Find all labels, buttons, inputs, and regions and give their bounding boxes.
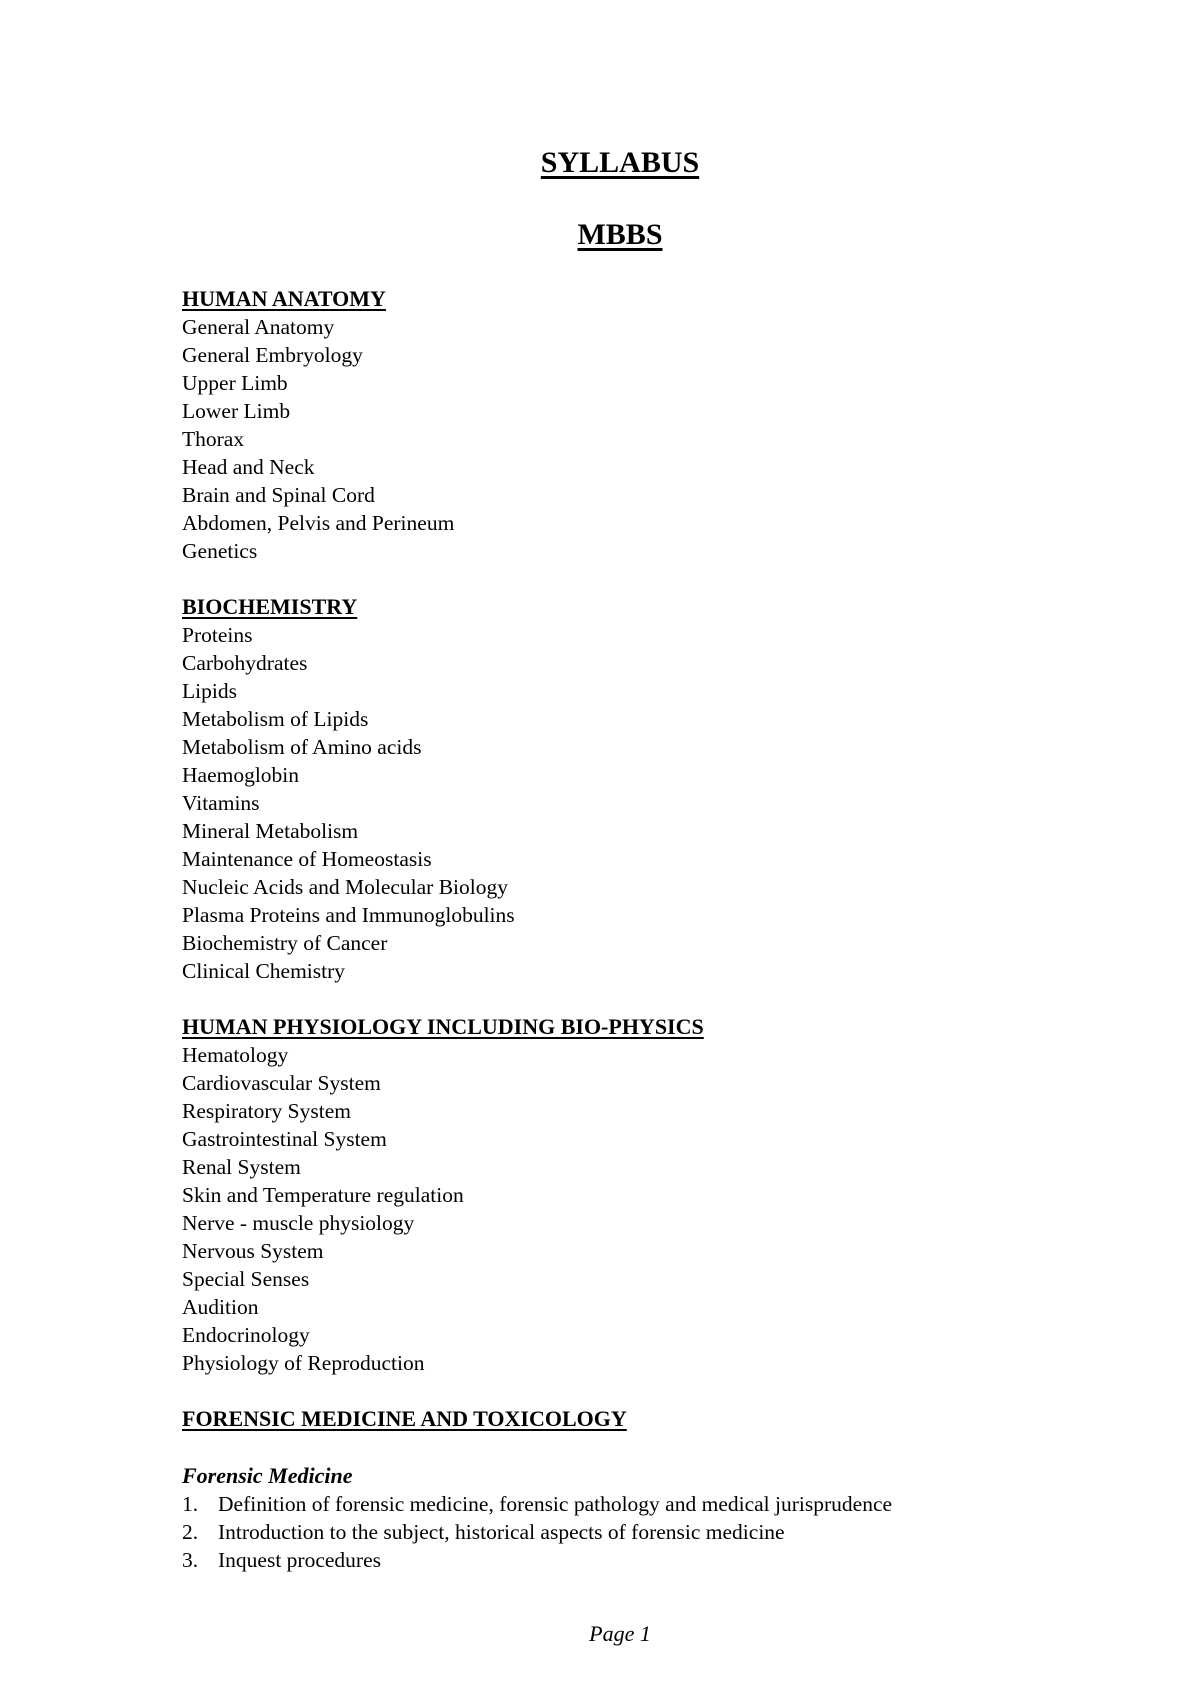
section-heading: FORENSIC MEDICINE AND TOXICOLOGY bbox=[182, 1406, 627, 1431]
list-item: Carbohydrates bbox=[182, 651, 308, 675]
page-subtitle: MBBS bbox=[577, 218, 663, 251]
list-item: Physiology of Reproduction bbox=[182, 1351, 425, 1375]
list-number: 1. bbox=[182, 1492, 199, 1516]
list-item: Audition bbox=[182, 1295, 259, 1319]
subsection-heading: Forensic Medicine bbox=[182, 1463, 353, 1488]
list-item: Respiratory System bbox=[182, 1099, 351, 1123]
section-human-physiology bbox=[182, 1013, 1132, 1377]
list-item-text: Inquest procedures bbox=[218, 1548, 381, 1572]
list-item: Endocrinology bbox=[182, 1323, 310, 1347]
list-item bbox=[182, 1518, 1132, 1546]
list-item bbox=[182, 1546, 1132, 1574]
section-forensic-medicine bbox=[182, 1405, 1132, 1433]
page-title: SYLLABUS bbox=[540, 146, 700, 179]
list-item: Plasma Proteins and Immunoglobulins bbox=[182, 903, 515, 927]
list-item: Upper Limb bbox=[182, 371, 288, 395]
list-item: Nucleic Acids and Molecular Biology bbox=[182, 875, 509, 899]
list-item: General Anatomy bbox=[182, 315, 335, 339]
list-item: Mineral Metabolism bbox=[182, 819, 359, 843]
list-item: Head and Neck bbox=[182, 455, 315, 479]
list-item: Vitamins bbox=[182, 791, 260, 815]
list-item-text: Definition of forensic medicine, forensic pathology and medical jurisprudence bbox=[218, 1492, 893, 1516]
list-item: Gastrointestinal System bbox=[182, 1127, 387, 1151]
list-item: Biochemistry of Cancer bbox=[182, 931, 388, 955]
list-item: Metabolism of Amino acids bbox=[182, 735, 422, 759]
section-heading: HUMAN PHYSIOLOGY INCLUDING BIO-PHYSICS bbox=[182, 1014, 704, 1039]
list-item: Lipids bbox=[182, 679, 237, 703]
list-item: Nerve - muscle physiology bbox=[182, 1211, 415, 1235]
list-item: Maintenance of Homeostasis bbox=[182, 847, 432, 871]
list-item: Genetics bbox=[182, 539, 258, 563]
list-item: Renal System bbox=[182, 1155, 301, 1179]
list-item bbox=[182, 1490, 1132, 1518]
list-item: Thorax bbox=[182, 427, 245, 451]
list-number: 3. bbox=[182, 1548, 199, 1572]
list-item: Proteins bbox=[182, 623, 253, 647]
page-number: Page 1 bbox=[589, 1621, 651, 1646]
topic-list bbox=[182, 1041, 1132, 1377]
section-biochemistry bbox=[182, 593, 1132, 985]
section-heading: BIOCHEMISTRY bbox=[182, 594, 358, 619]
list-item: Hematology bbox=[182, 1043, 289, 1067]
list-item: Skin and Temperature regulation bbox=[182, 1183, 464, 1207]
list-item: Brain and Spinal Cord bbox=[182, 483, 375, 507]
list-item: Metabolism of Lipids bbox=[182, 707, 369, 731]
numbered-list bbox=[182, 1490, 1132, 1574]
list-item: Abdomen, Pelvis and Perineum bbox=[182, 511, 455, 535]
list-item: Cardiovascular System bbox=[182, 1071, 381, 1095]
topic-list bbox=[182, 313, 1132, 565]
list-item: Lower Limb bbox=[182, 399, 291, 423]
list-item: Nervous System bbox=[182, 1239, 324, 1263]
list-item-text: Introduction to the subject, historical aspects of forensic medicine bbox=[218, 1520, 785, 1544]
section-human-anatomy bbox=[182, 285, 1132, 565]
list-item: Haemoglobin bbox=[182, 763, 300, 787]
section-heading: HUMAN ANATOMY bbox=[182, 286, 386, 311]
list-item: Clinical Chemistry bbox=[182, 959, 346, 983]
topic-list bbox=[182, 621, 1132, 985]
list-item: General Embryology bbox=[182, 343, 363, 367]
list-item: Special Senses bbox=[182, 1267, 310, 1291]
list-number: 2. bbox=[182, 1520, 199, 1544]
